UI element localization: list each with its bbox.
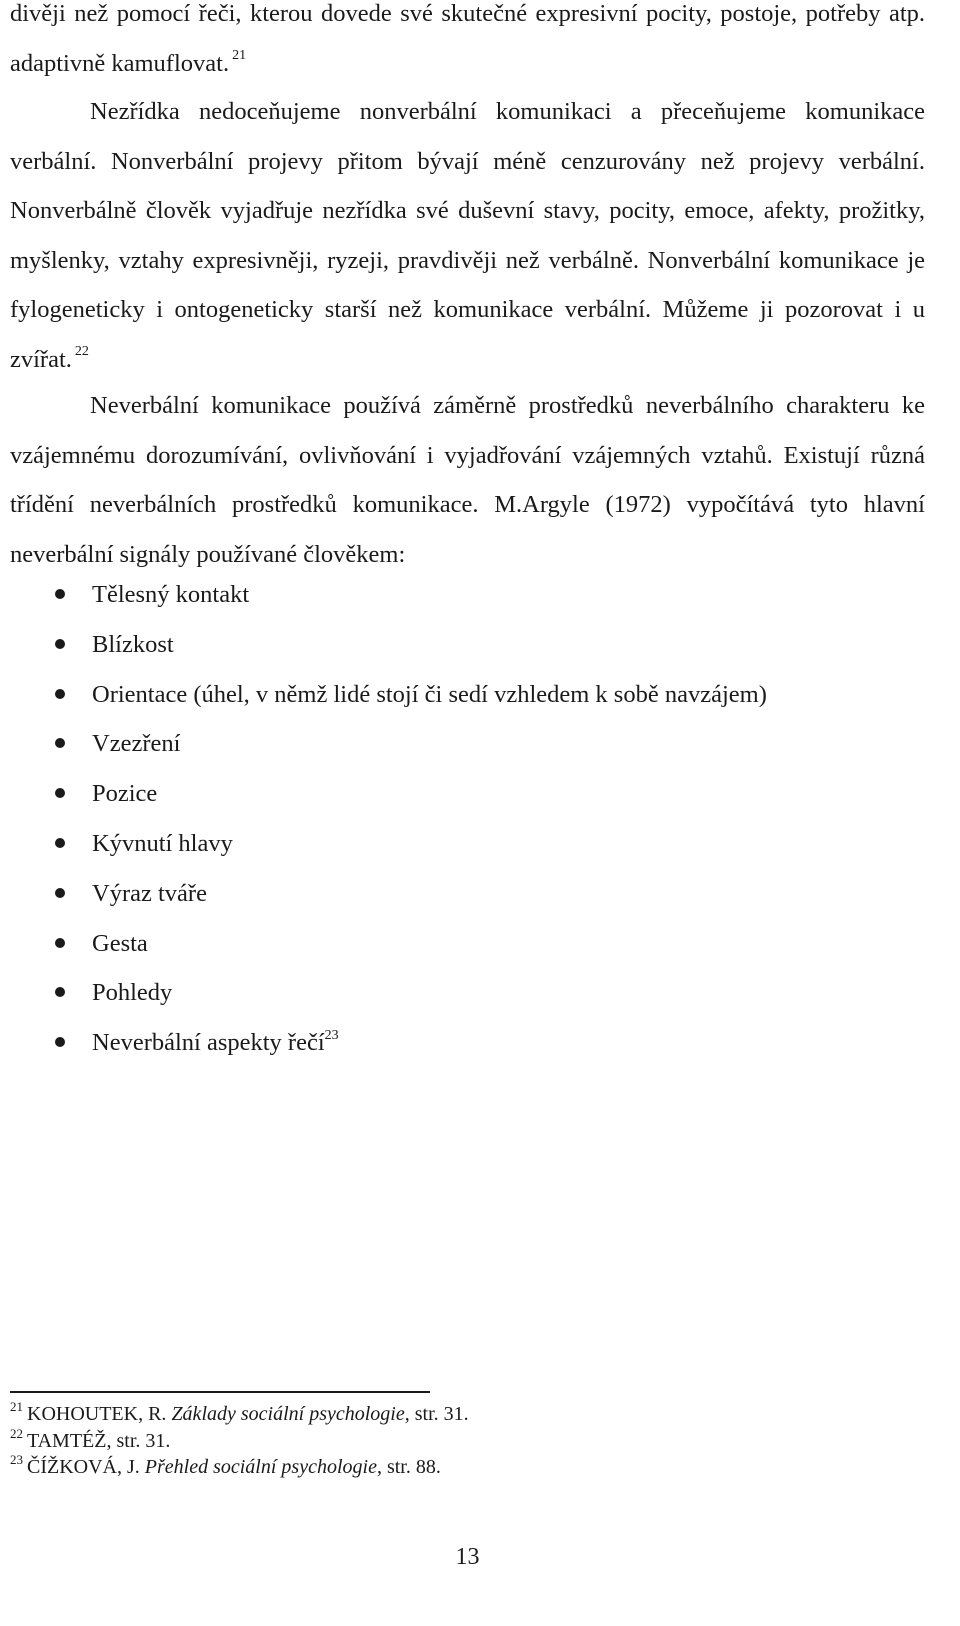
footnote-author: TAMTÉŽ, str. 31.: [27, 1429, 171, 1452]
footnote-entry: [10, 1401, 469, 1428]
footnote-entry: [10, 1454, 469, 1481]
paragraph-text: divěji než pomocí řeči, kterou dovede své skutečné expresivní pocity, postoje, potřeby atp. adaptivně kamuflovat.: [10, 0, 925, 77]
footnote-reference: 23: [324, 1028, 339, 1044]
list-item: [10, 719, 767, 769]
list-item-label: Tělesný kontakt: [92, 581, 250, 608]
bullet-icon: [55, 689, 65, 699]
list-item-label: Výraz tváře: [92, 879, 207, 907]
list-item: [10, 819, 767, 869]
list-item: [10, 769, 767, 819]
footnotes: [10, 1401, 469, 1481]
bullet-icon: [55, 1037, 65, 1047]
bullet-icon: [55, 738, 65, 748]
bullet-icon: [55, 987, 65, 997]
footnote-reference: 22: [74, 343, 89, 359]
list-item-label: Pozice: [92, 780, 158, 808]
bullet-icon: [55, 639, 65, 649]
list-item-label: Gesta: [92, 929, 148, 957]
list-item-label: Pohledy: [92, 979, 173, 1007]
list-item-label: Blízkost: [92, 630, 174, 658]
footnote-number: 23: [10, 1452, 23, 1467]
footnote-separator: [10, 1391, 430, 1393]
paragraph-argyle-signals: [10, 381, 925, 579]
footnote-number: 21: [10, 1399, 23, 1414]
bullet-icon: [55, 888, 65, 898]
bullet-icon: [55, 788, 65, 798]
signals-list: [10, 570, 767, 1068]
list-item-label: Orientace (úhel, v němž lidé stojí či sedí vzhledem k sobě navzájem): [92, 680, 767, 708]
footnote-entry: [10, 1425, 469, 1455]
list-item: [10, 620, 767, 670]
footnote-number: 22: [10, 1425, 23, 1441]
list-item: [10, 968, 767, 1018]
list-item: [10, 1018, 767, 1068]
footnote-author: ČÍŽKOVÁ, J.: [27, 1456, 140, 1478]
paragraph-intro-continuation: [10, 0, 925, 88]
footnote-tail: , str. 88.: [376, 1456, 441, 1478]
footnote-title: Základy sociální psychologie: [171, 1403, 405, 1425]
list-item: [10, 570, 767, 620]
paragraph-text: Neverbální komunikace používá záměrně prostředků neverbálního charakteru ke vzájemnému dorozumívání, ovlivňování i vyjadřování vzájemných vztahů. Existují různá třídění neverbálních prostředků komunikace. M.Argyle (1972) vypočítává tyto hlavní neverbální signály používané člověkem:: [10, 392, 925, 568]
list-item-label: Vzezření: [92, 730, 181, 758]
bullet-icon: [55, 938, 65, 948]
list-item-label: Neverbální aspekty řečí: [92, 1029, 325, 1057]
list-item: [10, 919, 767, 969]
footnote-reference: 21: [232, 47, 247, 63]
list-item-label: Kývnutí hlavy: [92, 829, 233, 857]
list-item: [10, 869, 767, 919]
list-item: [10, 670, 767, 720]
footnote-tail: , str. 31.: [404, 1403, 469, 1425]
footnote-title: Přehled sociální psychologie: [144, 1456, 377, 1478]
page-number: 13: [455, 1544, 480, 1570]
document-page: [10, 0, 925, 1626]
paragraph-text: Nezřídka nedoceňujeme nonverbální komunikaci a přeceňujeme komunikace verbální. Nonverbální projevy přitom bývají méně cenzurovány než projevy verbální. Nonverbálně člověk vyjadřuje nezřídka své duševní stavy, pocity, emoce, afekty, prožitky, myšlenky, vztahy expresivněji, ryzeji, pravdivěji než verbálně. Nonverbální komunikace je fylogeneticky i ontogeneticky starší než komunikace verbální. Můžeme ji pozorovat i u zvířat.: [10, 98, 925, 373]
bullet-icon: [55, 589, 65, 599]
footnote-author: KOHOUTEK, R.: [27, 1403, 167, 1425]
bullet-icon: [55, 838, 65, 848]
paragraph-nonverbal-communication: [10, 87, 925, 384]
